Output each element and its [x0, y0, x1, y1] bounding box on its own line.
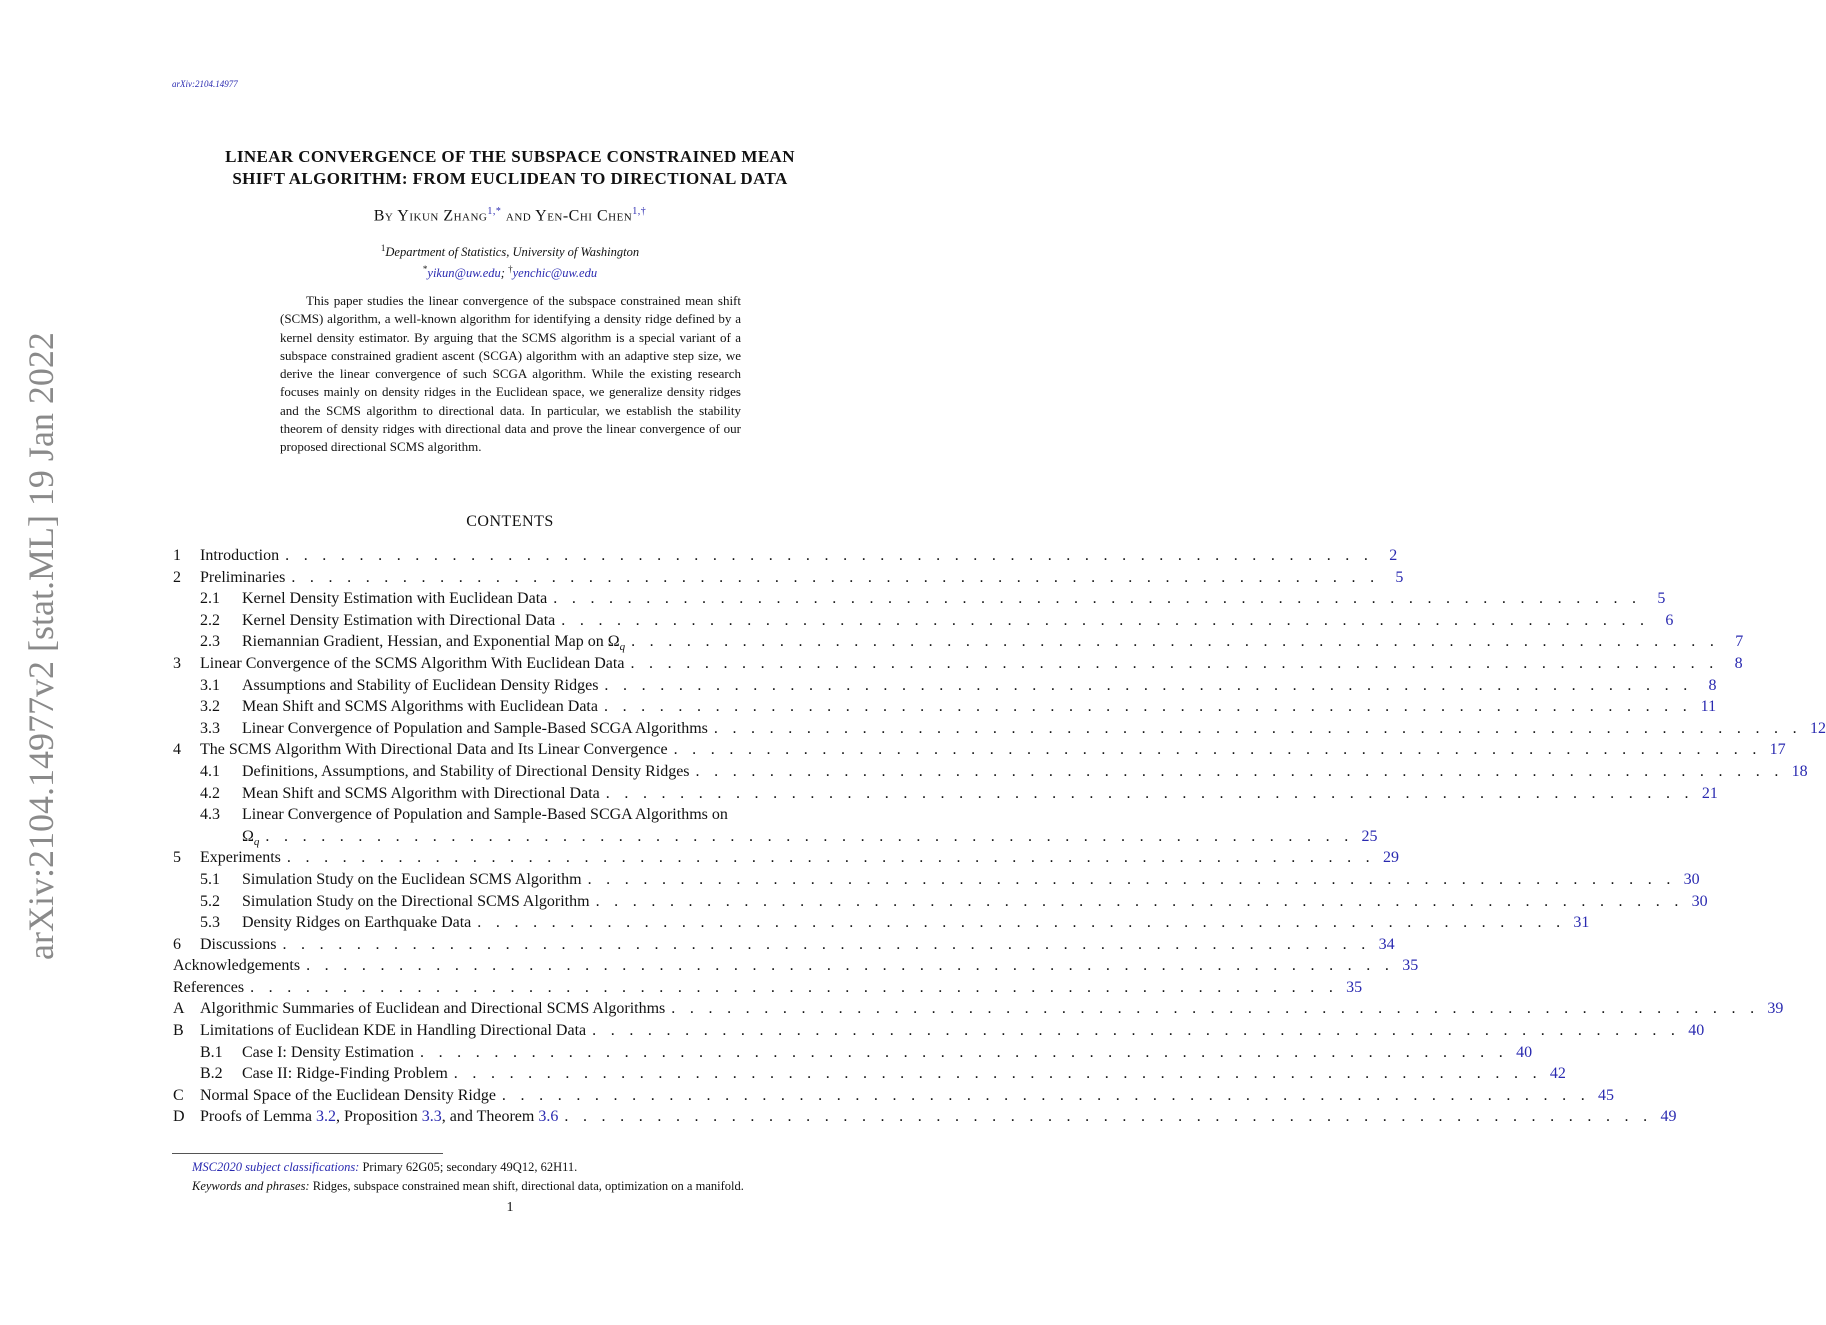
author-1-marker[interactable]: 1,*: [487, 206, 502, 217]
toc-label-subscript: q: [619, 641, 626, 654]
toc-entry: [242, 761, 1808, 783]
toc-number: 1: [173, 547, 181, 564]
toc-entry: [173, 955, 1419, 977]
msc-text: Primary 62G05; secondary 49Q12, 62H11.: [359, 1160, 578, 1174]
toc-label[interactable]: [200, 847, 281, 869]
toc-page-link[interactable]: 40: [1688, 1022, 1705, 1040]
toc-label[interactable]: [242, 588, 547, 610]
msc-label-link[interactable]: MSC2020 subject classifications:: [192, 1160, 360, 1174]
toc-label[interactable]: [200, 1106, 558, 1128]
by-word: By: [373, 207, 398, 225]
toc-row[interactable]: [173, 675, 1717, 697]
toc-label-text: , and Theorem: [441, 1108, 539, 1126]
toc-leader-dots: . . . . . . . . . . . . . . . . . . . . . . . . . . . . . . . . . . . . . . . . . . . . . . . . . . . . . . . . . . .: [587, 870, 1676, 888]
toc-entry: [200, 739, 1786, 761]
toc-row[interactable]: [173, 631, 1744, 654]
toc-label-text: Acknowledgements: [173, 957, 301, 975]
toc-number: 2.1: [200, 590, 220, 608]
toc-label-text: Linear Convergence of Population and Sample-Based SCGA Algorithms: [242, 719, 708, 737]
toc-label-text: Assumptions and Stability of Euclidean Density Ridges: [242, 676, 599, 694]
toc-label[interactable]: [242, 761, 690, 783]
toc-row[interactable]: [173, 696, 1717, 718]
toc-entry: [173, 977, 1363, 999]
toc-entry: [242, 912, 1590, 934]
toc-leader-dots: . . . . . . . . . . . . . . . . . . . . . . . . . . . . . . . . . . . . . . . . . . . . . . . . . . . . . . . . . . .: [419, 1043, 1509, 1061]
toc-label[interactable]: [200, 739, 668, 761]
toc-leader-dots: . . . . . . . . . . . . . . . . . . . . . . . . . . . . . . . . . . . . . . . . . . . . . . . . . . . . . . . . . . .: [603, 698, 1693, 716]
toc-leader-dots: . . . . . . . . . . . . . . . . . . . . . . . . . . . . . . . . . . . . . . . . . . . . . . . . . . . . . . . . . . .: [250, 978, 1339, 996]
toc-row[interactable]: [173, 912, 1590, 934]
toc-number: 3.2: [200, 698, 220, 716]
author-1: Yikun Zhang: [397, 207, 488, 225]
toc-leader-dots: . . . . . . . . . . . . . . . . . . . . . . . . . . . . . . . . . . . . . . . . . . . . . . . . . . . . . . . . . . .: [453, 1065, 1542, 1083]
email-2-link[interactable]: yenchic@uw.edu: [512, 266, 598, 281]
toc-page-link[interactable]: 31: [1573, 914, 1590, 932]
email-1-marker: *: [422, 264, 428, 275]
toc-label[interactable]: [242, 675, 598, 697]
toc-page-link[interactable]: 29: [1382, 849, 1399, 867]
toc-page-link[interactable]: 30: [1683, 870, 1700, 888]
toc-leader-dots: . . . . . . . . . . . . . . . . . . . . . . . . . . . . . . . . . . . . . . . . . . . . . . . . . . . . . . . . . . .: [592, 1022, 1681, 1040]
toc-entry: [200, 567, 1404, 589]
toc-entry: [200, 1085, 1615, 1107]
msc-footnote: [192, 1159, 577, 1175]
toc-label[interactable]: [200, 653, 624, 675]
toc-number: 4.3: [200, 806, 220, 824]
toc-page-link[interactable]: 18: [1791, 762, 1808, 780]
author-2-marker[interactable]: 1,†: [632, 206, 647, 217]
toc-page-link[interactable]: 30: [1691, 892, 1708, 910]
toc-number: A: [173, 1000, 185, 1018]
toc-label-text: Algorithmic Summaries of Euclidean and Directional SCMS Algorithms: [200, 1000, 666, 1018]
toc-entry: [242, 804, 849, 826]
toc-entry: [242, 891, 1708, 913]
toc-row[interactable]: [173, 977, 1363, 999]
toc-entry: [200, 1020, 1705, 1042]
toc-label[interactable]: [200, 1085, 496, 1107]
keywords-footnote: [192, 1178, 744, 1194]
toc-label-text: Linear Convergence of Population and Sample-Based SCGA Algorithms on: [242, 806, 728, 824]
toc-number: 4: [173, 741, 181, 759]
toc-leader-dots: . . . . . . . . . . . . . . . . . . . . . . . . . . . . . . . . . . . . . . . . . . . . . . . . . . . . . . . . . . .: [306, 957, 1395, 975]
toc-page-link[interactable]: 49: [1660, 1108, 1677, 1126]
toc-label[interactable]: [242, 783, 600, 805]
toc-number: 5.3: [200, 914, 220, 932]
toc-label-text: Case II: Ridge-Finding Problem: [242, 1065, 448, 1083]
toc-row[interactable]: [173, 718, 1826, 740]
toc-number: 2: [173, 568, 181, 586]
toc-label-text: Introduction: [200, 547, 280, 564]
contents-heading: CONTENTS: [466, 513, 554, 530]
toc-label-text: Simulation Study on the Directional SCMS Algorithm: [242, 892, 590, 910]
toc-label[interactable]: [200, 567, 285, 589]
toc-leader-dots: . . . . . . . . . . . . . . . . . . . . . . . . . . . . . . . . . . . . . . . . . . . . . . . . . . . . . . . . . . .: [695, 762, 1784, 780]
toc-entry: [200, 934, 1395, 956]
toc-label[interactable]: [242, 718, 708, 740]
toc-number: 4.1: [200, 762, 220, 780]
toc-entry: [242, 610, 1674, 632]
toc-label-text: Linear Convergence of the SCMS Algorithm With Euclidean Data: [200, 654, 625, 672]
toc-leader-dots: . . . . . . . . . . . . . . . . . . . . . . . . . . . . . . . . . . . . . . . . . . . . . . . . . . . . . . . . . . .: [673, 741, 1762, 759]
toc-page-link[interactable]: 6: [1665, 611, 1674, 629]
toc-row[interactable]: [173, 847, 1399, 869]
toc-leader-dots: . . . . . . . . . . . . . . . . . . . . . . . . . . . . . . . . . . . . . . . . . . . . . . . . . . . . . . . . . . .: [631, 633, 1720, 651]
toc-entry: [242, 783, 1718, 805]
toc-label[interactable]: [242, 912, 471, 934]
toc-page-link[interactable]: 17: [1769, 741, 1786, 759]
toc-number: 6: [173, 935, 181, 953]
toc-number: B.1: [200, 1043, 223, 1061]
author-line: [172, 206, 848, 225]
toc-label-text: References: [173, 978, 245, 996]
toc-leader-dots: . . . . . . . . . . . . . . . . . . . . . . . . . . . . . . . . . . . . . . . . . . . . . . . . . . . . . . . . . . .: [671, 1000, 1760, 1018]
toc-leader-dots: . . . . . . . . . . . . . . . . . . . . . . . . . . . . . . . . . . . . . . . . . . . . . . . . . . . . . . . . . . .: [477, 914, 1566, 932]
toc-label-text: Kernel Density Estimation with Directional Data: [242, 611, 556, 629]
toc-label[interactable]: [200, 545, 279, 567]
toc-label[interactable]: [242, 869, 582, 891]
toc-label[interactable]: [242, 1063, 448, 1085]
toc-row[interactable]: [173, 761, 1808, 783]
toc-label[interactable]: [200, 934, 276, 956]
toc-row[interactable]: [173, 804, 849, 826]
toc-label[interactable]: [200, 1020, 586, 1042]
toc-page-link[interactable]: 5: [1657, 590, 1666, 608]
toc-leader-dots: . . . . . . . . . . . . . . . . . . . . . . . . . . . . . . . . . . . . . . . . . . . . . . . . . . . . . . . . . . .: [561, 611, 1650, 629]
toc-leader-dots: . . . . . . . . . . . . . . . . . . . . . . . . . . . . . . . . . . . . . . . . . . . . . . . . . . . . . . . . . . .: [282, 935, 1371, 953]
toc-row[interactable]: [173, 739, 1786, 761]
toc-row[interactable]: [173, 1042, 1533, 1064]
toc-entry: [242, 696, 1717, 718]
toc-row[interactable]: [173, 588, 1666, 610]
toc-row[interactable]: [173, 891, 1708, 913]
toc-leader-dots: . . . . . . . . . . . . . . . . . . . . . . . . . . . . . . . . . . . . . . . . . . . . . . . . . . . . . . . . . . .: [595, 892, 1684, 910]
toc-label-subscript: q: [253, 835, 260, 848]
toc-entry: [200, 653, 1743, 675]
toc-leader-dots: . . . . . . . . . . . . . . . . . . . . . . . . . . . . . . . . . . . . . . . . . . . . . . . . . . . . . . . . . . .: [285, 547, 1374, 564]
toc-row[interactable]: [173, 783, 1718, 805]
toc-label[interactable]: [173, 977, 244, 999]
toc-row[interactable]: [173, 955, 1419, 977]
toc-number: 5.2: [200, 892, 220, 910]
author-2: Yen-Chi Chen: [535, 207, 633, 225]
email-line: [172, 261, 848, 282]
title-line-1: LINEAR CONVERGENCE OF THE SUBSPACE CONSTRAINED MEAN: [225, 147, 795, 166]
toc-row[interactable]: [173, 1020, 1705, 1042]
toc-label-text: The SCMS Algorithm With Directional Data and Its Linear Convergence: [200, 741, 668, 759]
toc-label-text: , Proposition: [335, 1108, 422, 1126]
keywords-text: Ridges, subspace constrained mean shift, directional data, optimization on a manifold.: [309, 1179, 744, 1193]
page-number: 1: [506, 1200, 514, 1215]
toc-number: 5: [173, 849, 181, 867]
toc-row[interactable]: [173, 1085, 1615, 1107]
toc-label-text: Discussions: [200, 935, 277, 953]
toc-label[interactable]: [242, 804, 728, 826]
toc-label-text: Experiments: [200, 849, 281, 867]
toc-number: 3.1: [200, 676, 220, 694]
toc-label-text: Ω: [242, 827, 254, 845]
toc-entry: [200, 998, 1784, 1020]
toc-number: 4.2: [200, 784, 220, 802]
toc-page-link[interactable]: 45: [1598, 1086, 1615, 1104]
toc-page-link[interactable]: 42: [1549, 1065, 1566, 1083]
toc-page-link[interactable]: 39: [1767, 1000, 1784, 1018]
affiliation: [172, 240, 848, 282]
toc-row[interactable]: [173, 934, 1395, 956]
toc-leader-dots: . . . . . . . . . . . . . . . . . . . . . . . . . . . . . . . . . . . . . . . . . . . . . . . . . . . . . . . . . . .: [286, 849, 1375, 867]
theorem-ref-link[interactable]: 3.6: [538, 1108, 559, 1126]
toc-leader-dots: . . . . . . . . . . . . . . . . . . . . . . . . . . . . . . . . . . . . . . . . . . . . . . . . . . . . . . . . . . .: [265, 827, 1354, 845]
toc-row[interactable]: [173, 1063, 1566, 1085]
toc-leader-dots: . . . . . . . . . . . . . . . . . . . . . . . . . . . . . . . . . . . . . . . . . . . . . . . . . . . . . . . . . . .: [713, 719, 1802, 737]
department-line: [172, 240, 848, 261]
email-separator: ;: [500, 266, 509, 281]
toc-label-text: Case I: Density Estimation: [242, 1043, 414, 1061]
toc-page-link[interactable]: 34: [1378, 935, 1395, 953]
toc-label[interactable]: [200, 998, 665, 1020]
arxiv-side-stamp: arXiv:2104.14977v2 [stat.ML] 19 Jan 2022: [21, 332, 61, 960]
toc-page-link[interactable]: 11: [1700, 698, 1717, 716]
toc-label[interactable]: [242, 891, 590, 913]
toc-page-link[interactable]: 8: [1708, 676, 1717, 694]
toc-entry: [242, 675, 1717, 697]
toc-entry: [242, 869, 1700, 891]
email-2-marker: †: [508, 264, 513, 275]
toc-number: 2.2: [200, 611, 220, 629]
keywords-label: Keywords and phrases:: [192, 1179, 310, 1193]
toc-label-text: Simulation Study on the Euclidean SCMS Algorithm: [242, 870, 582, 888]
toc-leader-dots: . . . . . . . . . . . . . . . . . . . . . . . . . . . . . . . . . . . . . . . . . . . . . . . . . . . . . . . . . . .: [630, 654, 1719, 672]
title-line-2: SHIFT ALGORITHM: FROM EUCLIDEAN TO DIRECTIONAL DATA: [232, 169, 788, 188]
arxiv-id-link[interactable]: arXiv:2104.14977: [172, 79, 238, 89]
toc-label-text: Density Ridges on Earthquake Data: [242, 914, 472, 932]
toc-label-text: Riemannian Gradient, Hessian, and Exponential Map on Ω: [242, 633, 620, 651]
toc-entry: [200, 847, 1399, 869]
toc-entry: [242, 588, 1666, 610]
lemma-ref-link[interactable]: 3.2: [315, 1108, 336, 1126]
toc-page-link[interactable]: 2: [1389, 547, 1398, 564]
toc-page-link[interactable]: 35: [1346, 978, 1363, 996]
toc-page-link[interactable]: 40: [1516, 1043, 1533, 1061]
footnote-rule: [172, 1153, 443, 1154]
toc-number: B: [173, 1022, 184, 1040]
toc-label[interactable]: [242, 696, 598, 718]
toc-page-link[interactable]: 7: [1735, 633, 1744, 651]
toc-entry: [242, 1063, 1566, 1085]
affil-marker: 1: [380, 243, 386, 253]
toc-label-text: Proofs of Lemma: [200, 1108, 316, 1126]
department: Department of Statistics, University of Washington: [385, 245, 640, 260]
toc-row[interactable]: [173, 567, 1404, 589]
toc-page-link[interactable]: 25: [1361, 827, 1378, 845]
toc-label-text: Kernel Density Estimation with Euclidean Data: [242, 590, 548, 608]
toc-label-text: Preliminaries: [200, 568, 286, 586]
toc-label[interactable]: [242, 1042, 414, 1064]
toc-page-link[interactable]: 35: [1402, 957, 1419, 975]
toc-row[interactable]: [173, 826, 1378, 848]
toc-label-text: Mean Shift and SCMS Algorithm with Directional Data: [242, 784, 600, 802]
toc-leader-dots: . . . . . . . . . . . . . . . . . . . . . . . . . . . . . . . . . . . . . . . . . . . . . . . . . . . . . . . . . . .: [604, 676, 1693, 694]
toc-number: B.2: [200, 1065, 223, 1083]
toc-label[interactable]: [173, 955, 300, 977]
toc-row[interactable]: [173, 545, 1398, 567]
toc-leader-dots: . . . . . . . . . . . . . . . . . . . . . . . . . . . . . . . . . . . . . . . . . . . . . . . . . . . . . . . . . . .: [553, 590, 1642, 608]
toc-number: 3: [173, 654, 181, 672]
and-word: and: [501, 207, 536, 225]
toc-number: 3.3: [200, 719, 220, 737]
toc-entry: [242, 1042, 1533, 1064]
paper-title: [172, 146, 848, 190]
toc-number: D: [173, 1108, 185, 1126]
toc-page-link[interactable]: 8: [1734, 654, 1743, 672]
toc-row[interactable]: [173, 998, 1784, 1020]
proposition-ref-link[interactable]: 3.3: [421, 1108, 442, 1126]
toc-row[interactable]: [173, 1106, 1677, 1128]
toc-number: 2.3: [200, 633, 220, 651]
toc-page-link[interactable]: 21: [1701, 784, 1718, 802]
toc-leader-dots: . . . . . . . . . . . . . . . . . . . . . . . . . . . . . . . . . . . . . . . . . . . . . . . . . . . . . . . . . . .: [501, 1086, 1591, 1104]
toc-label-text: Mean Shift and SCMS Algorithms with Euclidean Data: [242, 698, 598, 716]
toc-leader-dots: . . . . . . . . . . . . . . . . . . . . . . . . . . . . . . . . . . . . . . . . . . . . . . . . . . . . . . . . . . .: [564, 1108, 1653, 1126]
table-of-contents: [173, 545, 1826, 1128]
toc-entry: [200, 545, 1398, 567]
toc-entry: [200, 1106, 1677, 1128]
toc-leader-dots: . . . . . . . . . . . . . . . . . . . . . . . . . . . . . . . . . . . . . . . . . . . . . . . . . . . . . . . . . . .: [291, 568, 1380, 586]
email-1-link[interactable]: yikun@uw.edu: [427, 266, 501, 281]
toc-leader-dots: . . . . . . . . . . . . . . . . . . . . . . . . . . . . . . . . . . . . . . . . . . . . . . . . . . . . . . . . . . .: [605, 784, 1694, 802]
toc-page-link[interactable]: 12: [1809, 719, 1826, 737]
toc-row[interactable]: [173, 653, 1743, 675]
toc-row[interactable]: [173, 869, 1700, 891]
toc-label-text: Limitations of Euclidean KDE in Handling Directional Data: [200, 1022, 587, 1040]
toc-number: C: [173, 1086, 184, 1104]
toc-page-link[interactable]: 5: [1395, 568, 1404, 586]
toc-row[interactable]: [173, 610, 1674, 632]
toc-label-text: Normal Space of the Euclidean Density Ridge: [200, 1086, 496, 1104]
toc-entry: [242, 718, 1826, 740]
abstract: This paper studies the linear convergence of the subspace constrained mean shift (SCMS) algorithm, a well-known algorithm for identifying a density ridge defined by a kernel density estimator. By arguing that the SCMS algorithm is a special variant of a subspace constrained gradient ascent (SCGA) algorithm with an adaptive step size, we derive the linear convergence of such SCGA algorithm. While the existing research focuses mainly on density ridges in the Euclidean space, we generalize density ridges and the SCMS algorithm to directional data. In particular, we establish the stability theorem of density ridges with directional data and prove the linear convergence of our proposed directional SCMS algorithm.: [280, 293, 741, 455]
toc-label-text: Definitions, Assumptions, and Stability of Directional Density Ridges: [242, 762, 690, 780]
toc-number: 5.1: [200, 870, 220, 888]
toc-label[interactable]: [242, 610, 555, 632]
